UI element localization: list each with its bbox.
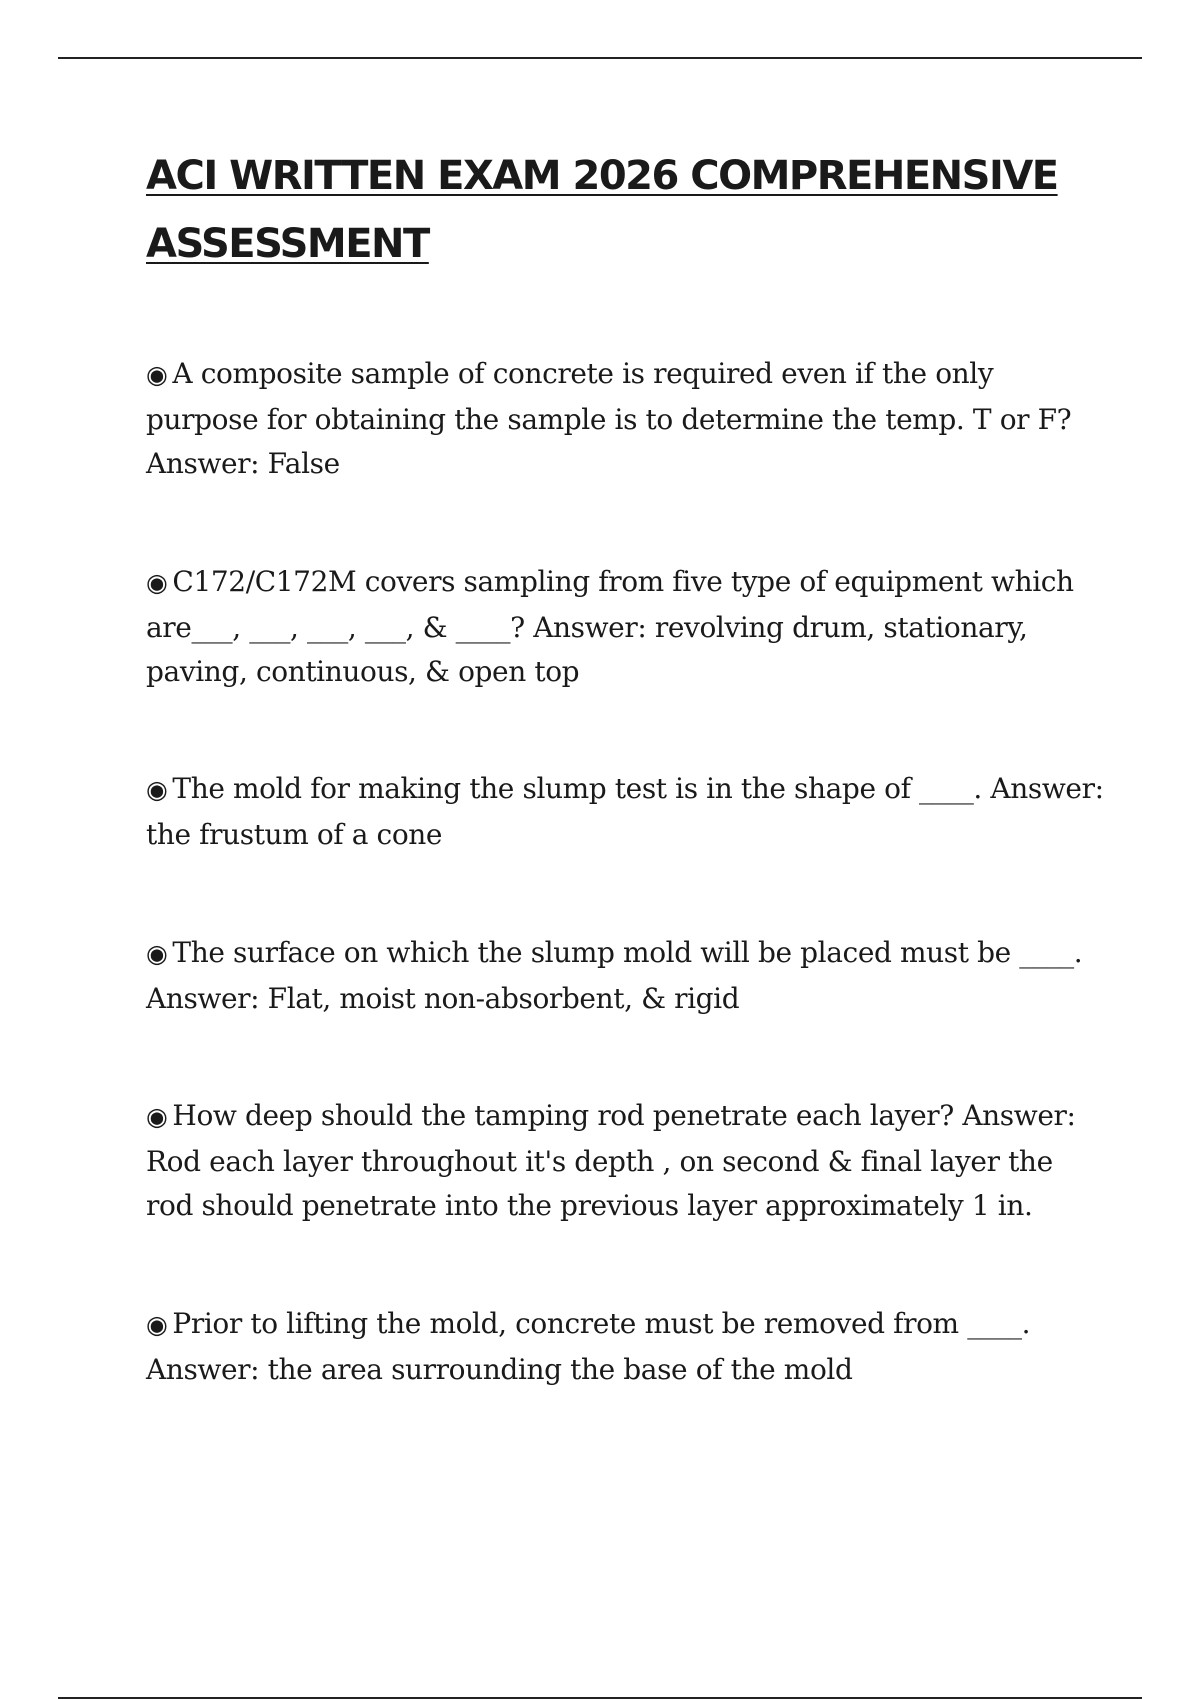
bottom-rule — [58, 1697, 1142, 1699]
question-text: The surface on which the slump mold will be placed must be ____. Answer: Flat, moist non-absorbent, & rigid — [146, 936, 1083, 1015]
question-text: C172/C172M covers sampling from five type of equipment which are___, ___, ___, ___, & ____? Answer: revolving drum, stationary, paving, continuous, & open top — [146, 565, 1074, 688]
question-text: A composite sample of concrete is required even if the only purpose for obtaining the sample is to determine the temp. T or F? Answer: False — [146, 357, 1072, 480]
question-item — [146, 1302, 1106, 1392]
fisheye-bullet-icon: ◉ — [146, 568, 168, 597]
fisheye-bullet-icon: ◉ — [146, 360, 168, 389]
fisheye-bullet-icon: ◉ — [146, 1310, 168, 1339]
fisheye-bullet-icon: ◉ — [146, 775, 168, 804]
fisheye-bullet-icon: ◉ — [146, 1102, 168, 1131]
question-text: Prior to lifting the mold, concrete must be removed from ____. Answer: the area surrounding the base of the mold — [146, 1307, 1031, 1386]
question-text: How deep should the tamping rod penetrate each layer? Answer: Rod each layer throughout it's depth , on second & final layer the rod should penetrate into the previous layer approximately 1 in. — [146, 1099, 1076, 1222]
document-title: ACI WRITTEN EXAM 2026 COMPREHENSIVE ASSESSMENT — [146, 153, 1058, 267]
question-item — [146, 1094, 1106, 1229]
top-rule — [58, 57, 1142, 59]
question-item — [146, 560, 1106, 695]
question-text: The mold for making the slump test is in the shape of ____. Answer: the frustum of a cone — [146, 772, 1104, 851]
question-item — [146, 352, 1106, 487]
fisheye-bullet-icon: ◉ — [146, 939, 168, 968]
question-item — [146, 931, 1106, 1021]
question-item — [146, 767, 1106, 857]
